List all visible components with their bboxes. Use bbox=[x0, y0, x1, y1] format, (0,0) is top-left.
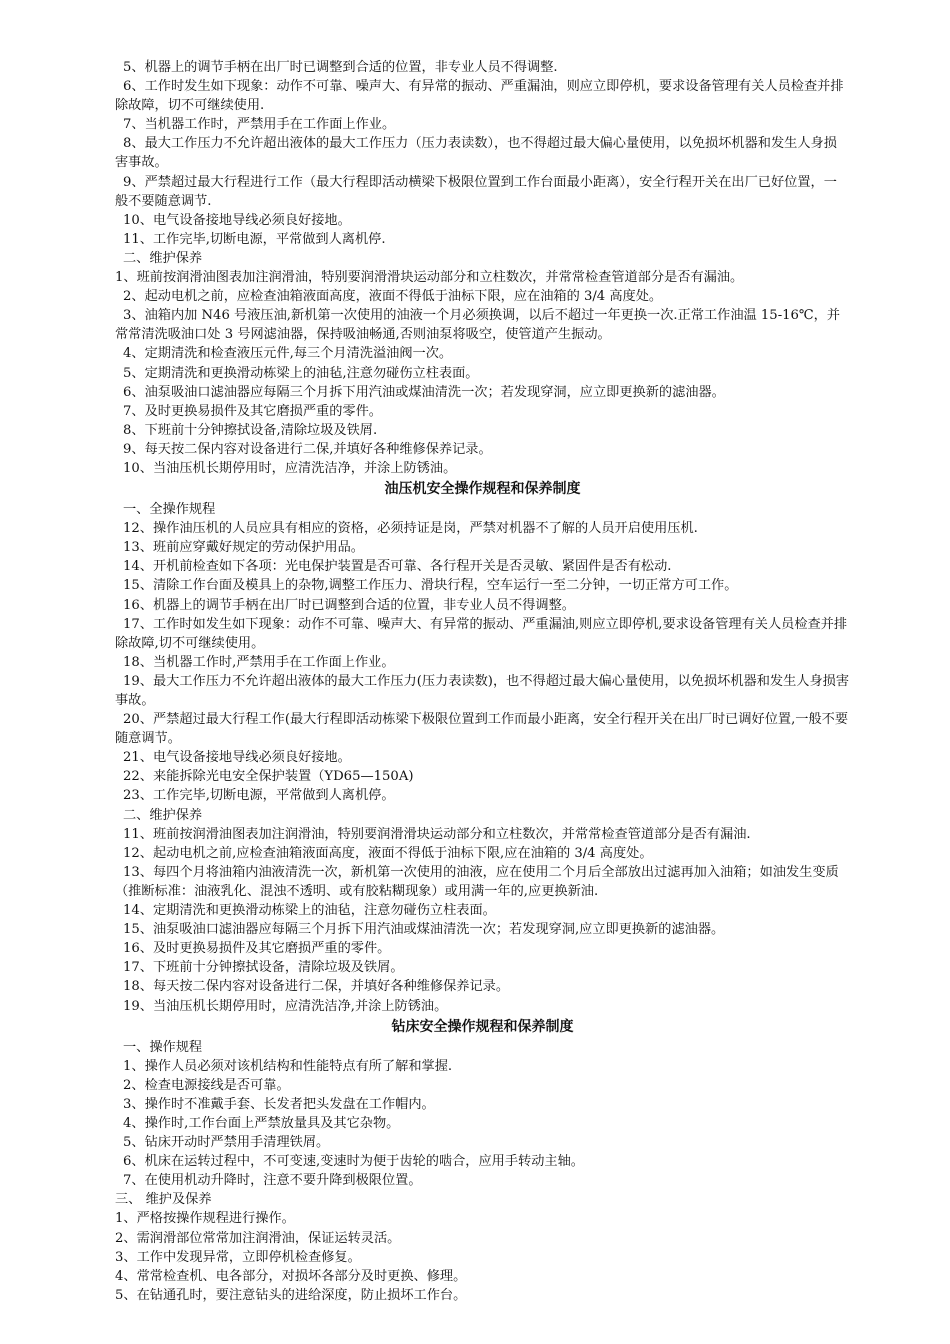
subheading: 一、全操作规程 bbox=[123, 502, 216, 518]
paragraph: 5、钻床开动时严禁用手清理铁屑。 bbox=[123, 1135, 330, 1151]
paragraph: 5、在钻通孔时，要注意钻头的进给深度，防止损坏工作台。 bbox=[115, 1287, 467, 1303]
paragraph: 13、每四个月将油箱内油液清洗一次，新机第一次使用的油液，应在使用二个月后全部放出过滤再加入油箱；如油发生变质（推断标准：油液乳化、混浊不透明、或有胶粘糊现象）或用满一年的,应更换新油. bbox=[115, 864, 839, 899]
paragraph: 15、油泵吸油口滤油器应每隔三个月拆下用汽油或煤油清洗一次；若发现穿洞,应立即更换新的滤油器。 bbox=[123, 922, 725, 938]
paragraph: 3、工作中发现异常，立即停机检查修复。 bbox=[115, 1249, 361, 1265]
paragraph: 16、机器上的调节手柄在出厂时已调整到合适的位置，非专业人员不得调整。 bbox=[123, 597, 575, 613]
paragraph: 11、班前按润滑油图表加注润滑油，特别要润滑滑块运动部分和立柱数次，并常常检查管道部分是否有漏油. bbox=[123, 826, 751, 842]
paragraph: 15、清除工作台面及模具上的杂物,调整工作压力、滑块行程，空车运行一至二分钟，一切正常方可工作。 bbox=[123, 578, 738, 594]
paragraph: 4、定期清洗和检查液压元件,每三个月清洗溢油阀一次。 bbox=[123, 346, 453, 362]
paragraph: 3、操作时不准戴手套、长发者把头发盘在工作帽内。 bbox=[123, 1096, 435, 1112]
paragraph: 2、检查电源接线是否可靠。 bbox=[123, 1077, 290, 1093]
paragraph: 19、最大工作压力不允许超出液体的最大工作压力(压力表读数)，也不得超过最大偏心量使用，以免损坏机器和发生人身损害事故。 bbox=[115, 673, 850, 708]
section-title-drill-press: 钻床安全操作规程和保养制度 bbox=[391, 1018, 574, 1035]
paragraph: 6、工作时发生如下现象：动作不可靠、噪声大、有异常的振动、严重漏油，则应立即停机，要求设备管理有关人员检查并排除故障，切不可继续使用. bbox=[115, 79, 844, 114]
section-title-hydraulic-press: 油压机安全操作规程和保养制度 bbox=[384, 481, 581, 498]
paragraph: 20、严禁超过最大行程工作(最大行程即活动栋梁下极限位置到工作而最小距离，安全行程开关在出厂时已调好位置,一般不要随意调节。 bbox=[115, 712, 849, 747]
paragraph: 6、机床在运转过程中，不可变速,变速时为便于齿轮的啮合，应用手转动主轴。 bbox=[123, 1154, 584, 1170]
paragraph: 9、每天按二保内容对设备进行二保,并填好各种维修保养记录。 bbox=[123, 441, 492, 457]
paragraph: 23、工作完毕,切断电源，平常做到人离机停。 bbox=[123, 788, 395, 804]
paragraph: 1、班前按润滑油图表加注润滑油，特别要润滑滑块运动部分和立柱数次，并常常检查管道部分是否有漏油。 bbox=[115, 270, 744, 286]
paragraph: 14、定期清洗和更换滑动栋梁上的油毡，注意勿碰伤立柱表面。 bbox=[123, 903, 496, 919]
section-hydraulic-press bbox=[115, 500, 850, 1016]
paragraph: 21、电气设备接地导线必须良好接地。 bbox=[123, 750, 351, 766]
paragraph: 7、及时更换易损件及其它磨损严重的零件。 bbox=[123, 403, 382, 419]
paragraph: 3、油箱内加 N46 号液压油,新机第一次使用的油液一个月必须换调，以后不超过一年更换一次.正常工作油温 15-16℃，并常常清洗吸油口处 3 号网滤油器，保持吸油畅通,否则油泵将吸空，使管道产生振动。 bbox=[115, 308, 841, 343]
paragraph: 2、需润滑部位常常加注润滑油，保证运转灵活。 bbox=[115, 1230, 401, 1246]
paragraph: 4、常常检查机、电各部分，对损坏各部分及时更换、修理。 bbox=[115, 1268, 467, 1284]
paragraph: 14、开机前检查如下各项：光电保护装置是否可靠、各行程开关是否灵敏、紧固件是否有松动. bbox=[123, 559, 672, 575]
paragraph: 5、定期清洗和更换滑动栋梁上的油毡,注意勿碰伤立柱表面。 bbox=[123, 365, 479, 381]
paragraph: 2、起动电机之前，应检查油箱液面高度，液面不得低于油标下限，应在油箱的 3/4 高度处。 bbox=[123, 289, 663, 305]
paragraph: 18、每天按二保内容对设备进行二保，并填好各种维修保养记录。 bbox=[123, 979, 510, 995]
paragraph: 1、严格按操作规程进行操作。 bbox=[115, 1211, 295, 1227]
paragraph: 12、起动电机之前,应检查油箱液面高度，液面不得低于油标下限,应在油箱的 3/4 高度处。 bbox=[123, 845, 653, 861]
paragraph: 19、当油压机长期停用时，应清洗洁净,并涂上防锈油。 bbox=[123, 998, 448, 1014]
paragraph: 4、操作时,工作台面上严禁放量具及其它杂物。 bbox=[123, 1115, 400, 1131]
paragraph: 5、机器上的调节手柄在出厂时已调整到合适的位置，非专业人员不得调整. bbox=[123, 60, 558, 75]
paragraph: 16、及时更换易损件及其它磨损严重的零件。 bbox=[123, 941, 391, 957]
subheading: 二、维护保养 bbox=[123, 250, 203, 266]
section-press-continued bbox=[115, 58, 850, 478]
paragraph: 17、工作时如发生如下现象：动作不可靠、噪声大、有异常的振动、严重漏油,则应立即停机,要求设备管理有关人员检查并排除故障,切不可继续使用。 bbox=[115, 616, 848, 651]
section-drill-maintenance bbox=[115, 1190, 850, 1305]
paragraph: 9、严禁超过最大行程进行工作（最大行程即活动横梁下极限位置到工作台面最小距离），安全行程开关在出厂已好位置，一般不要随意调节. bbox=[115, 174, 837, 209]
subheading: 一、操作规程 bbox=[123, 1039, 203, 1055]
paragraph: 13、班前应穿戴好规定的劳动保护用品。 bbox=[123, 540, 364, 556]
paragraph: 1、操作人员必须对该机结构和性能特点有所了解和掌握. bbox=[123, 1058, 453, 1074]
paragraph: 18、当机器工作时,严禁用手在工作面上作业。 bbox=[123, 654, 395, 670]
paragraph: 12、操作油压机的人员应具有相应的资格，必须持证是岗，严禁对机器不了解的人员开启使用压机. bbox=[123, 521, 698, 537]
paragraph: 17、下班前十分钟擦拭设备，清除垃圾及铁屑。 bbox=[123, 960, 404, 976]
subheading: 二、维护保养 bbox=[123, 807, 203, 823]
paragraph: 22、来能拆除光电安全保护装置（YD65—150A) bbox=[123, 769, 414, 785]
paragraph: 6、油泵吸油口滤油器应每隔三个月拆下用汽油或煤油清洗一次；若发现穿洞，应立即更换新的滤油器。 bbox=[123, 384, 725, 400]
paragraph: 8、最大工作压力不允许超出液体的最大工作压力（压力表读数），也不得超过最大偏心量使用，以免损坏机器和发生人身损害事故。 bbox=[115, 136, 837, 171]
paragraph: 7、当机器工作时，严禁用手在工作面上作业。 bbox=[123, 117, 396, 133]
paragraph: 11、工作完毕,切断电源，平常做到人离机停. bbox=[123, 231, 386, 247]
paragraph: 10、电气设备接地导线必须良好接地。 bbox=[123, 212, 351, 228]
paragraph: 10、当油压机长期停用时，应清洗洁净，并涂上防锈油。 bbox=[123, 460, 457, 476]
subheading: 三、 维护及保养 bbox=[115, 1192, 212, 1208]
paragraph: 7、在使用机动升降时，注意不要升降到极限位置。 bbox=[123, 1173, 422, 1189]
paragraph: 8、下班前十分钟擦拭设备,清除垃圾及铁屑. bbox=[123, 422, 378, 438]
section-drill-press bbox=[115, 1038, 850, 1191]
